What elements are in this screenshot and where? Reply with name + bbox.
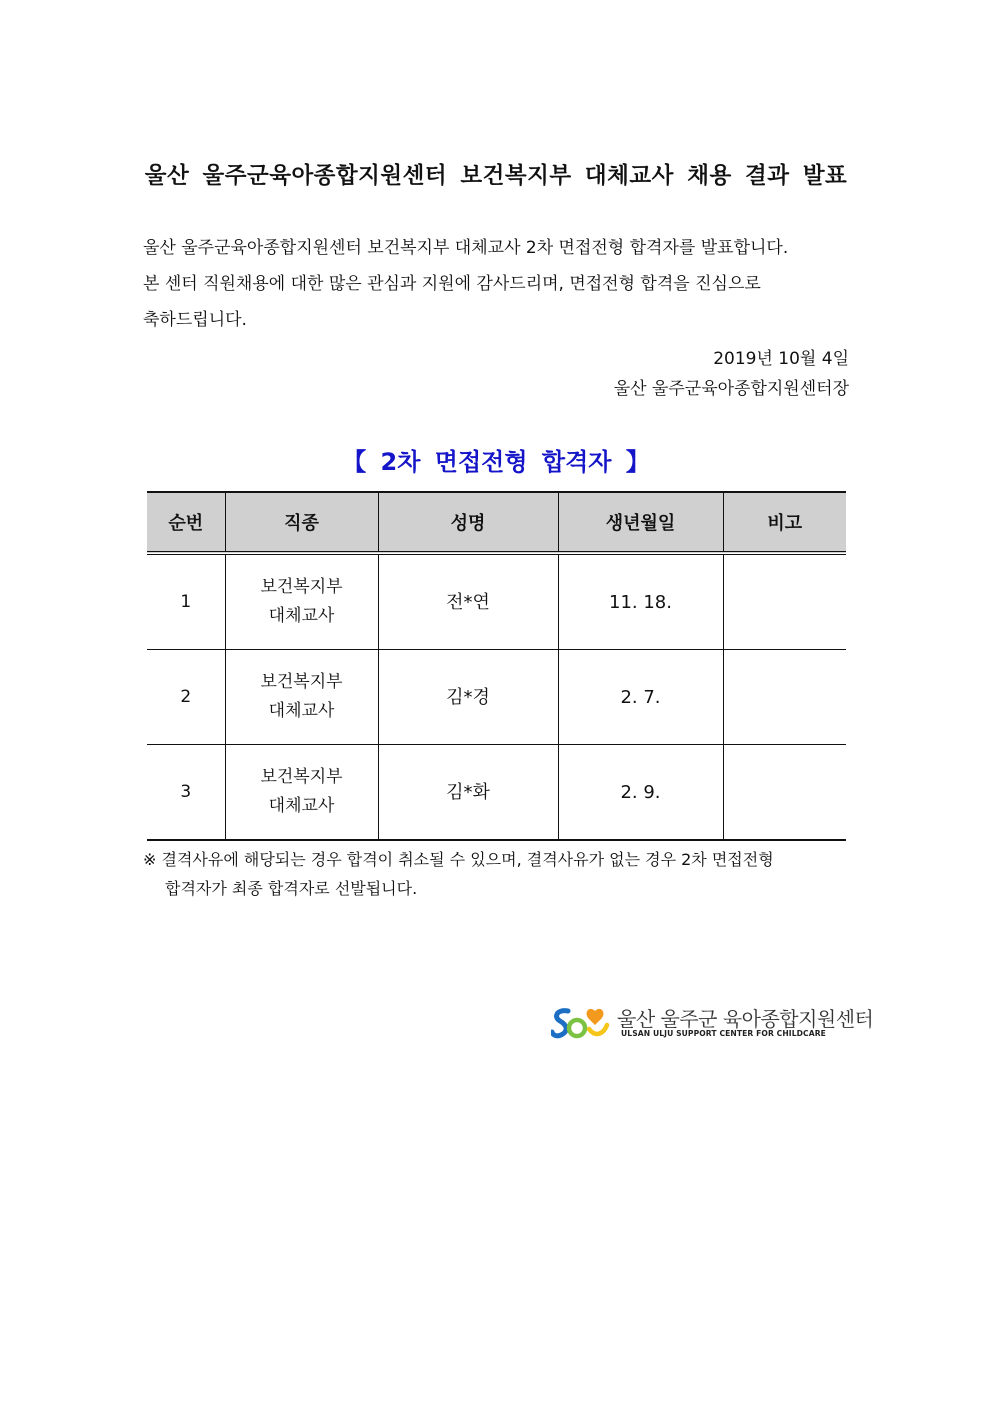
signatory: 울산 울주군육아종합지원센터장	[613, 379, 849, 399]
intro-paragraph	[143, 230, 851, 338]
intro-line: 울산 울주군육아종합지원센터 보건복지부 대체교사 2차 면접전형 합격자를 발표합니다.	[143, 238, 789, 258]
footnote	[143, 845, 851, 903]
job-line: 대체교사	[268, 701, 335, 721]
results-table	[147, 491, 846, 841]
logo-mark-icon	[551, 1001, 611, 1043]
page-title: 울산 울주군육아종합지원센터 보건복지부 대체교사 채용 결과 발표	[144, 163, 848, 189]
table-header-row	[147, 492, 846, 553]
header-birth: 생년월일	[558, 492, 723, 553]
header-name: 성명	[378, 492, 558, 553]
announcement-date: 2019년 10월 4일	[713, 349, 849, 369]
cell-birth: 11. 18.	[558, 553, 723, 650]
cell-name: 전*연	[378, 553, 558, 650]
header-note: 비고	[723, 492, 846, 553]
cell-no: 3	[147, 745, 225, 841]
cell-note	[723, 553, 846, 650]
cell-job	[225, 553, 378, 650]
job-line: 대체교사	[268, 606, 335, 626]
job-line: 대체교사	[268, 796, 335, 816]
intro-line: 축하드립니다.	[143, 310, 247, 330]
cell-birth: 2. 9.	[558, 745, 723, 841]
table-row	[147, 745, 846, 841]
footnote-line: ※ 결격사유에 해당되는 경우 합격이 취소될 수 있으며, 결격사유가 없는 경우 2차 면접전형	[143, 850, 774, 869]
header-no: 순번	[147, 492, 225, 553]
logo-english-name: ULSAN ULJU SUPPORT CENTER FOR CHILDCARE	[621, 1029, 826, 1038]
intro-line: 본 센터 직원채용에 대한 많은 관심과 지원에 감사드리며, 면접전형 합격을 진심으로	[143, 274, 761, 294]
cell-job	[225, 650, 378, 745]
cell-note	[723, 745, 846, 841]
table-row	[147, 650, 846, 745]
cell-name: 김*화	[378, 745, 558, 841]
header-job: 직종	[225, 492, 378, 553]
cell-name: 김*경	[378, 650, 558, 745]
footnote-line: 합격자가 최종 합격자로 선발됩니다.	[165, 879, 418, 898]
logo-korean-name: 울산 울주군 육아종합지원센터	[617, 1007, 874, 1031]
cell-note	[723, 650, 846, 745]
job-line: 보건복지부	[260, 767, 343, 787]
job-line: 보건복지부	[260, 672, 343, 692]
cell-no: 1	[147, 553, 225, 650]
cell-job	[225, 745, 378, 841]
table-row	[147, 553, 846, 650]
date-block	[614, 344, 849, 404]
cell-no: 2	[147, 650, 225, 745]
center-logo	[551, 1001, 874, 1043]
job-line: 보건복지부	[260, 577, 343, 597]
cell-birth: 2. 7.	[558, 650, 723, 745]
section-title: 【 2차 면접전형 합격자 】	[342, 448, 650, 476]
